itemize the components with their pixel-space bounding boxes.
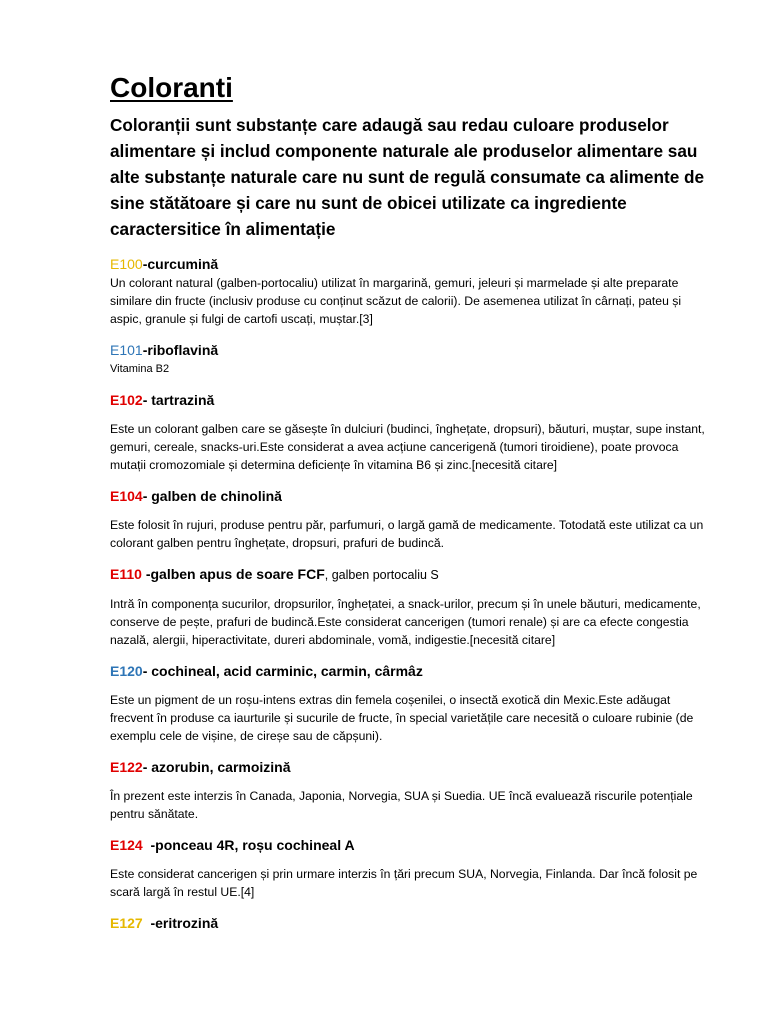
- e-code: E120: [110, 663, 143, 679]
- entry-e102: [110, 390, 708, 474]
- entry-e124: [110, 835, 708, 901]
- e-code: E104: [110, 488, 143, 504]
- e-code: E124: [110, 837, 143, 853]
- entry-e100: [110, 254, 708, 328]
- entry-heading: [110, 340, 708, 360]
- colorant-name: -eritrozină: [142, 915, 219, 931]
- colorant-name: -riboflavină: [142, 342, 219, 358]
- entry-description: Este considerat cancerigen și prin urmare interzis în țări precum SUA, Norvegia, Finlanda. Dar încă folosit pe scară largă în restul UE.[4]: [110, 867, 698, 899]
- entry-heading: [110, 913, 708, 933]
- entry-heading: [110, 835, 708, 855]
- entry-description: În prezent este interzis în Canada, Japonia, Norvegia, SUA și Suedia. UE încă evaluează riscurile potențiale pentru sănătate.: [110, 789, 693, 821]
- entry-e101: [110, 340, 708, 378]
- colorant-name: - cochineal, acid carminic, carmin, cârmâz: [142, 663, 423, 679]
- e-code: E122: [110, 759, 143, 775]
- entry-heading: [110, 254, 708, 274]
- e-code: E127: [110, 915, 143, 931]
- entry-e122: [110, 757, 708, 823]
- colorant-name: -curcumină: [142, 256, 219, 272]
- e-code: E102: [110, 392, 143, 408]
- e-code: E100: [110, 256, 143, 272]
- entry-e127: [110, 913, 708, 933]
- colorant-alt-name: , galben portocaliu S: [324, 568, 439, 582]
- entry-heading: [110, 757, 708, 777]
- e-code: E101: [110, 342, 143, 358]
- entry-description: Intră în componența sucurilor, dropsurilor, înghețatei, a snack-urilor, precum și în unele băuturi, medicamente, conserve de pește, prafuri de budincă.Este considerat cancerigen (tumori renale) și are ca efecte congestia nazală, alergii, hiperactivitate, dureri abdominale, vomă, indigestie.[necesită citare]: [110, 597, 701, 647]
- entry-e110: [110, 564, 708, 649]
- page-title: Coloranti: [110, 72, 233, 103]
- entry-heading: [110, 564, 708, 585]
- entry-description: Este un colorant galben care se găsește în dulciuri (budinci, înghețate, dropsuri), băuturi, muștar, supe instant, gemuri, cereale, snacks-uri.Este considerat a avea acțiune cancerigenă (tumori tiroidiene), poate provoca mutații cromozomiale și determina deficiențe în vitamina B6 și zinc.[necesită citare]: [110, 422, 705, 472]
- entry-heading: [110, 390, 708, 410]
- colorant-name: -galben apus de soare FCF: [141, 566, 325, 582]
- entry-description: Vitamina B2: [110, 363, 170, 375]
- entry-heading: [110, 661, 708, 681]
- colorant-name: - tartrazină: [142, 392, 215, 408]
- entry-description: Este folosit în rujuri, produse pentru păr, parfumuri, o largă gamă de medicamente. Totodată este utilizat ca un colorant galben pentru înghețate, dropsuri, prafuri de budincă.: [110, 518, 704, 550]
- entry-description: Un colorant natural (galben-portocaliu) utilizat în margarină, gemuri, jeleuri și marmelade și alte preparate similare din fructe (inclusiv produse cu conținut scăzut de calorii). De asemenea utilizat în cârnați, pateu și aspic, granule și fulgi de cartofi uscați, muștar.[3]: [110, 276, 682, 326]
- colorant-name: - galben de chinolină: [142, 488, 282, 504]
- entry-description: Este un pigment de un roșu-intens extras din femela coșenilei, o insectă exotică din Mexic.Este adăugat frecvent în produse ca iaurturile și sucurile de fructe, în special varietățile care necesită o culoare rubinie (de exemplu cele de vișine, de cireșe sau de căpșuni).: [110, 693, 694, 743]
- entry-heading: [110, 486, 708, 506]
- colorant-name: - azorubin, carmoizină: [142, 759, 291, 775]
- e-code: E110: [110, 566, 142, 582]
- entry-e120: [110, 661, 708, 745]
- intro-paragraph: Coloranții sunt substanțe care adaugă sau redau culoare produselor alimentare și includ componente naturale ale produselor alimentare sau alte substanțe naturale care nu sunt de regulă consumate ca alimente de sine stătătoare și care nu sunt de obicei utilizate ca ingrediente caractersitice în alimentație: [110, 115, 705, 239]
- entry-e104: [110, 486, 708, 552]
- colorant-name: -ponceau 4R, roșu cochineal A: [142, 837, 355, 853]
